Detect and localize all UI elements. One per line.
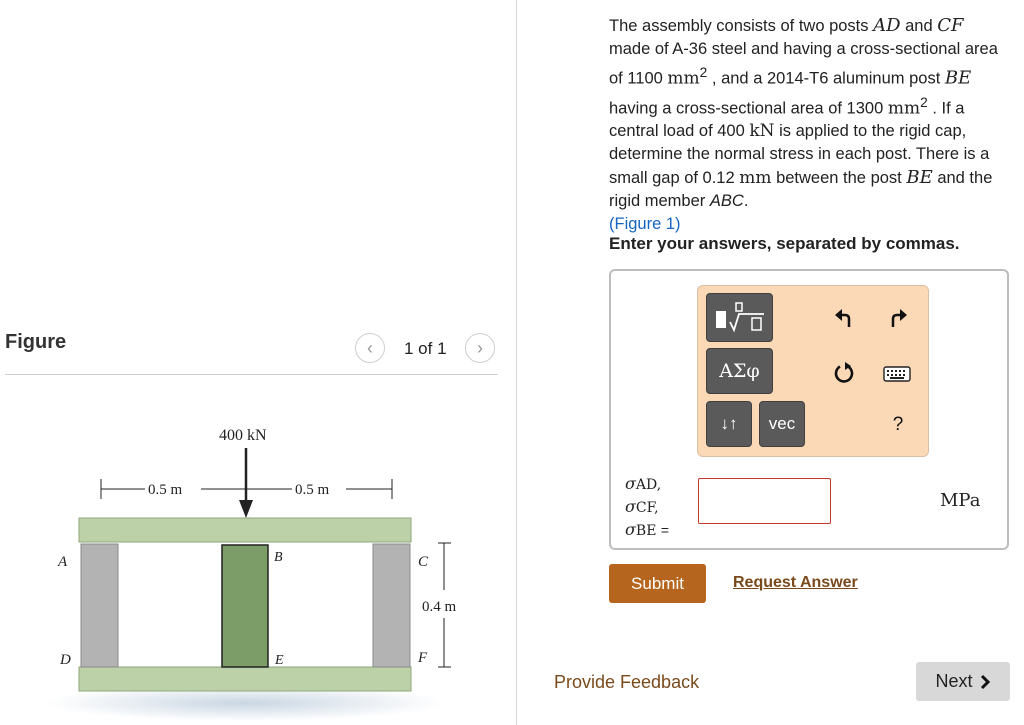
- next-button-label: Next: [935, 671, 973, 691]
- chevron-right-icon: [979, 674, 991, 690]
- dim-right-label: 0.5 m: [295, 482, 330, 498]
- height-label: 0.4 m: [422, 599, 457, 615]
- provide-feedback-link[interactable]: Provide Feedback: [554, 672, 700, 692]
- label-e: E: [275, 653, 284, 668]
- chevron-right-icon: ›: [477, 337, 483, 358]
- keyboard-icon: [883, 365, 911, 383]
- fraction-radical-icon: [712, 300, 768, 336]
- post-cf: [373, 544, 410, 667]
- rigid-cap: [79, 518, 411, 542]
- chevron-left-icon: ‹: [367, 337, 373, 358]
- previous-figure-button[interactable]: [355, 333, 385, 363]
- dim-left-label: 0.5 m: [148, 482, 183, 498]
- answer-input[interactable]: [698, 478, 831, 524]
- answer-unit: MPa: [940, 490, 981, 511]
- figure-pager-count: 1 of 1: [404, 339, 447, 358]
- template-button[interactable]: [706, 293, 773, 342]
- label-b: B: [274, 550, 283, 565]
- next-figure-button[interactable]: [465, 333, 495, 363]
- post-ad: [81, 544, 118, 667]
- label-a: A: [58, 554, 68, 570]
- submit-button[interactable]: Submit: [609, 564, 706, 603]
- problem-statement: The assembly consists of two posts AD and CF made of A-36 steel and having a cross-sectional area of 1100 $mm^2$ , and a 2014-T6 aluminum post BE having a cross-sectional area of 1300 $mm^2$ . If a central load of 400 kN is applied to the rigid cap, determine the normal stress in each post. There is a small gap of 0.12 mm between the post BE and the rigid member ABC. (Figure 1): [609, 15, 998, 233]
- panel-divider: [516, 0, 517, 725]
- label-d: D: [60, 652, 71, 668]
- next-button[interactable]: [916, 662, 1010, 701]
- vector-button[interactable]: vec: [759, 401, 805, 447]
- subscript-superscript-button[interactable]: ↓↑: [706, 401, 752, 447]
- request-answer-link[interactable]: Request Answer: [733, 574, 858, 591]
- reset-icon: [832, 361, 856, 385]
- redo-icon: [887, 307, 909, 329]
- answer-variable-label: σAD, σCF, σBE =: [625, 474, 670, 539]
- figure-1-link[interactable]: (Figure 1): [609, 215, 681, 233]
- figure-title: Figure: [5, 331, 67, 353]
- undo-icon: [833, 307, 855, 329]
- load-arrow-head: [239, 500, 253, 518]
- label-f: F: [418, 650, 428, 666]
- undo-button[interactable]: [830, 305, 858, 331]
- load-label: 400 kN: [219, 427, 267, 444]
- post-be: [222, 545, 268, 667]
- label-c: C: [418, 554, 429, 570]
- redo-button[interactable]: [884, 305, 912, 331]
- keyboard-button[interactable]: [882, 363, 912, 385]
- answer-instruction: Enter your answers, separated by commas.: [609, 234, 960, 253]
- reset-button[interactable]: [830, 360, 858, 386]
- figure-header-divider: [5, 374, 498, 375]
- assembly-diagram: [0, 380, 510, 725]
- help-button[interactable]: ?: [892, 414, 904, 435]
- greek-symbols-button[interactable]: ΑΣφ: [706, 348, 773, 394]
- bottom-base: [79, 667, 411, 691]
